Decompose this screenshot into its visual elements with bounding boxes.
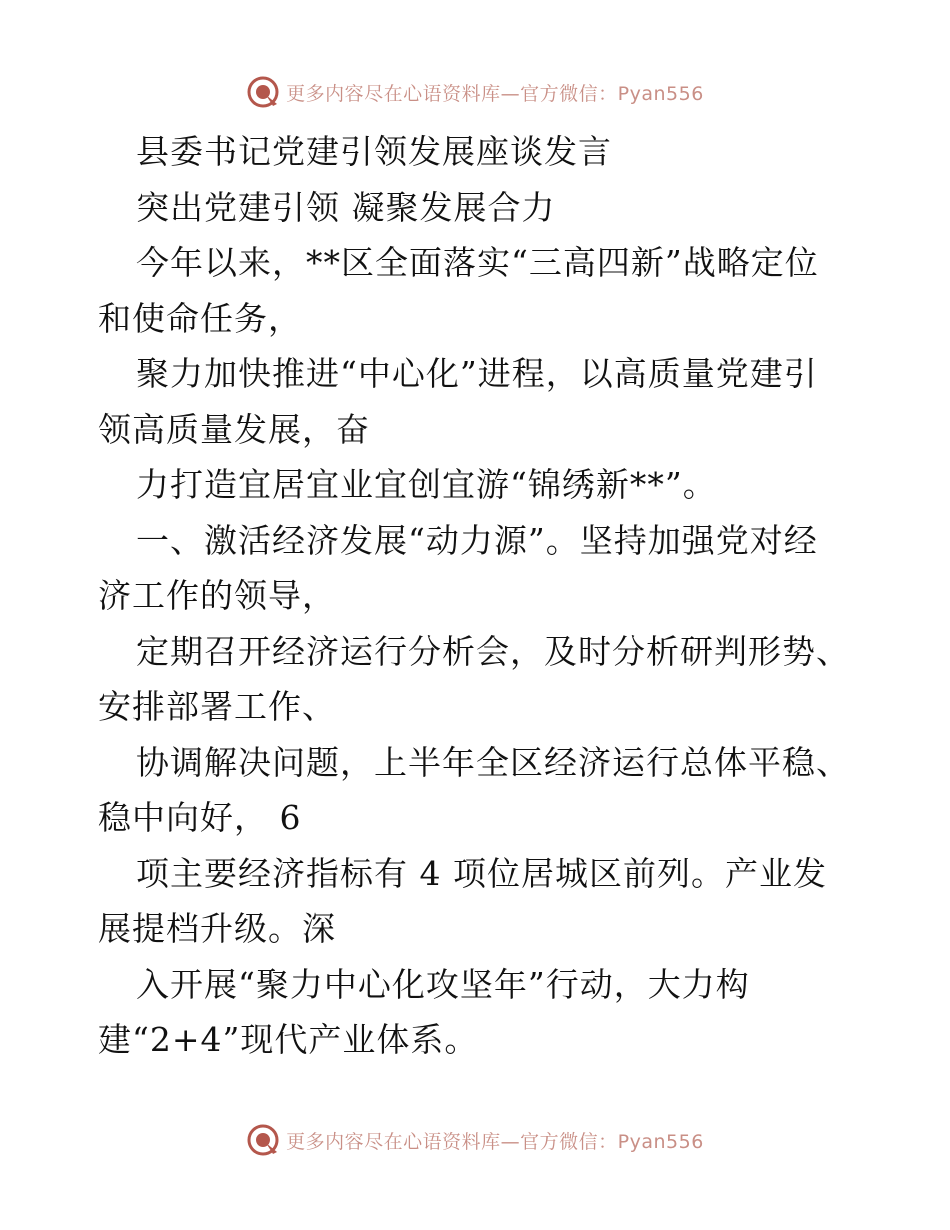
text-line: 一、激活经济发展“动力源”。坚持加强党对经 (136, 520, 818, 560)
header-watermark (0, 72, 950, 112)
text-line: 领高质量发展，奋 (98, 409, 370, 449)
text-line: 济工作的领导， (98, 576, 336, 615)
text-line: 聚力加快推进“中心化”进程，以高质量党建引 (136, 354, 818, 393)
text-line: 突出党建引领 凝聚发展合力 (136, 187, 556, 227)
watermark-text: 更多内容尽在心语资料库—官方微信：Pyan556 (286, 1130, 704, 1153)
document-body (98, 124, 868, 1068)
footer-watermark (0, 1120, 950, 1160)
text-line: 协调解决问题，上半年全区经济运行总体平稳、 (136, 742, 850, 782)
text-line: 力打造宜居宜业宜创宜游“锦绣新**”。 (136, 465, 717, 504)
text-line: 和使命任务， (98, 298, 302, 338)
pen-circle-logo-icon (246, 1123, 280, 1157)
text-line: 稳中向好， 6 (98, 798, 302, 837)
pen-circle-logo-icon (246, 75, 280, 109)
watermark-text: 更多内容尽在心语资料库—官方微信：Pyan556 (286, 82, 704, 105)
text-line: 建“2+4”现代产业体系。 (98, 1020, 479, 1059)
text-line: 项主要经济指标有 4 项位居城区前列。产业发 (136, 853, 827, 893)
text-line: 定期召开经济运行分析会，及时分析研判形势、 (136, 631, 850, 671)
text-line: 入开展“聚力中心化攻坚年”行动，大力构 (136, 964, 750, 1004)
text-line: 县委书记党建引领发展座谈发言 (136, 132, 612, 171)
text-line: 今年以来，**区全面落实“三高四新”战略定位 (136, 243, 819, 282)
text-line: 安排部署工作、 (98, 687, 336, 726)
text-line: 展提档升级。深 (98, 909, 336, 948)
